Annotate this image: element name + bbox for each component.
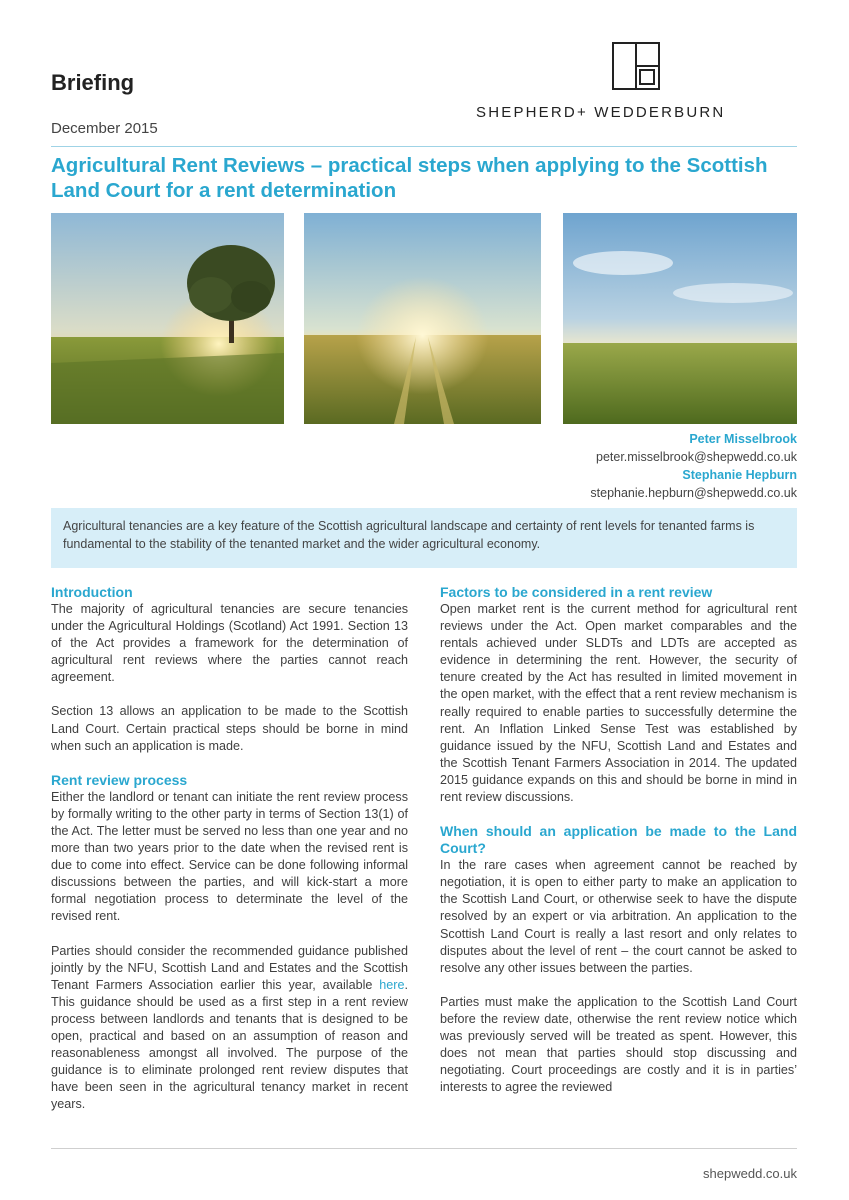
wheat-field-sky-photo [563, 213, 797, 424]
doc-type-heading: Briefing [51, 70, 135, 95]
tree-in-wheat-field-photo [51, 213, 284, 424]
left-column [51, 584, 408, 1130]
paragraph: The majority of agricultural tenancies are secure tenancies under the Agricultural Holdings (Scotland) Act 1991. Section 13 of the Act provides a framework for the determination of agricultural rent reviews where the parties cannot reach agreement. [51, 602, 408, 685]
section-heading-factors: Factors to be considered in a rent review [440, 584, 713, 600]
header-divider [51, 146, 797, 147]
text-run: . This guidance should be used as a first step in a rent review process between landlords and tenants that is designed to be open, practical and based on an assumption of reason and reasonableness amongst all involved. The purpose of the guidance is to eliminate prolonged rent review disputes that have been seen in the agricultural tenancy market in recent years. [51, 977, 408, 1112]
author-email-link[interactable]: peter.misselbrook@shepwedd.co.uk [596, 450, 797, 464]
footer-divider [51, 1148, 797, 1149]
section-heading-rent-review-process: Rent review process [51, 771, 188, 788]
footer-website-link[interactable]: shepwedd.co.uk [703, 1166, 797, 1181]
paragraph: Parties must make the application to the Scottish Land Court before the review date, otherwise the rent review notice which was previously served will be treated as spent. However, this does not mean that parties should stop discussing and negotiating. Court proceedings are costly and it is in parties’ interests to agree the reviewed [440, 994, 797, 1095]
paragraph [51, 943, 408, 1114]
paragraph: Either the landlord or tenant can initiate the rent review process by formally writing to the other party in terms of Section 13(1) of the Act. The letter must be served no less than one year and no more than two years prior to the date when the revised rent is due to come into effect. Service can be done following informal discussions between the parties, and will kick-start a more formal negotiation process to determinate the level of the revised rent. [51, 789, 408, 924]
author-name: Peter Misselbrook [689, 432, 797, 446]
section-heading-when-to-apply: When should an application be made to the Land Court? [440, 823, 797, 857]
right-column [440, 584, 797, 1113]
author-name: Stephanie Hepburn [682, 468, 797, 482]
summary-text: Agricultural tenancies are a key feature of the Scottish agricultural landscape and certainty of rent levels for tenanted farms is fundamental to the stability of the tenanted market and the wider agricultural economy. [63, 519, 755, 551]
paragraph: Open market rent is the current method for agricultural rent reviews under the Act. Open market comparables and the rentals achieved under SLDTs and LDTs are accepted as evidence in determining the rent. However, the security of tenure created by the Act has resulted in limited movement in the open market, with the effect that a rent review mechanism is really required to enable parties to successfully determine the rent. An Inflation Linked Sense Test was established by guidance issued by the NFU, Scottish Land and Estates and the Scottish Tenant Farmers Association in 2014. The updated 2015 guidance expands on this and should be borne in mind in rent review discussions. [440, 602, 797, 805]
paragraph: Section 13 allows an application to be made to the Scottish Land Court. Certain practical steps should be borne in mind when such an application is made. [51, 704, 408, 753]
summary-box [51, 508, 797, 568]
text-run: Parties should consider the recommended guidance published jointly by the NFU, Scottish Land and Estates and the Scottish Tenant Farmers Association earlier this year, available [51, 943, 408, 992]
article-title: Agricultural Rent Reviews – practical steps when applying to the Scottish Land Court for a rent determination [51, 154, 768, 202]
guidance-link[interactable]: here [379, 977, 405, 992]
brand-wordmark: SHEPHERD+ WEDDERBURN [476, 104, 726, 121]
brand-logo-mark [612, 42, 660, 90]
author-list [590, 430, 797, 502]
wheat-rows-sunset-photo [304, 213, 541, 424]
paragraph: In the rare cases when agreement cannot be reached by negotiation, it is open to either party to make an application to the Scottish Land Court, or otherwise seek to have the dispute resolved by an expert or via arbitration. An application to the Scottish Land Court is really a last resort and only relates to disputes about the level of rent – the court cannot be asked to resolve any other issues between the parties. [440, 858, 797, 975]
section-heading-introduction: Introduction [51, 584, 133, 600]
publication-date: December 2015 [51, 120, 158, 137]
author-email-link[interactable]: stephanie.hepburn@shepwedd.co.uk [590, 486, 797, 500]
